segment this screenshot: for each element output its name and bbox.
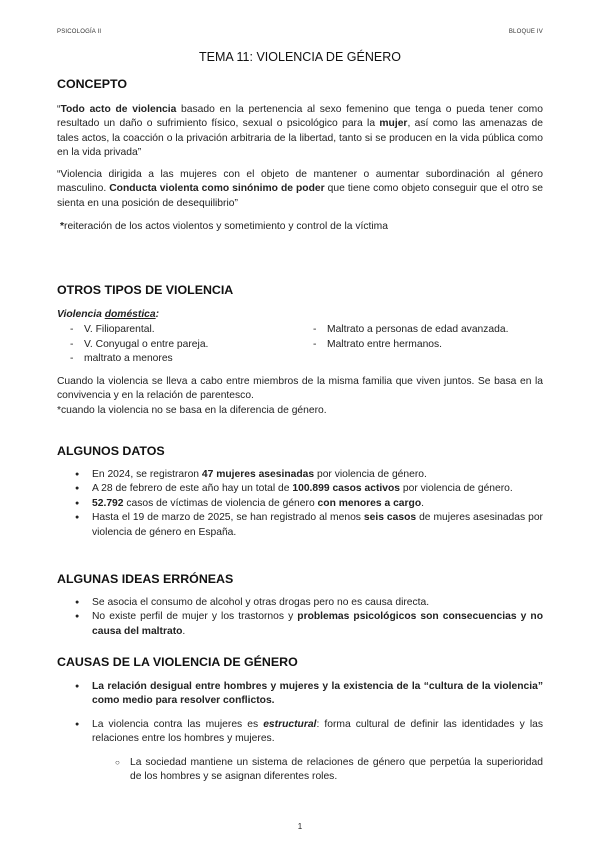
- list-item: - maltrato a menores: [69, 352, 312, 367]
- list-item: ● A 28 de febrero de este año hay un total de 100.899 casos activos por violencia de género.: [57, 482, 543, 497]
- list-item: ● En 2024, se registraron 47 mujeres asesinadas por violencia de género.: [57, 468, 543, 483]
- list-item: - V. Filioparental.: [69, 323, 312, 338]
- section-heading: CAUSAS DE LA VIOLENCIA DE GÉNERO: [57, 655, 298, 669]
- definition-paragraph: “Violencia dirigida a las mujeres con el objeto de mantener o aumentar subordinación al género masculino. Conducta violenta como sinónimo de poder que tiene como objeto conseguir que el otro se sienta en una posición de desequilibrio”: [57, 168, 543, 209]
- violence-types-columns: [57, 323, 543, 367]
- list-item: ● 52.792 casos de víctimas de violencia de género con menores a cargo.: [57, 497, 543, 512]
- subheading: Violencia doméstica:: [57, 308, 160, 320]
- list-item: ● La relación desigual entre hombres y mujeres y la existencia de la “cultura de la violencia” como medio para resolver conflictos.: [57, 680, 543, 709]
- list-item: ○ La sociedad mantiene un sistema de relaciones de género que perpetúa la superioridad de los hombres y se asignan diferentes roles.: [57, 756, 543, 785]
- section-otros-tipos: [57, 283, 543, 418]
- note-paragraph: *cuando la violencia no se basa en la diferencia de género.: [57, 404, 327, 416]
- list-item: ● No existe perfil de mujer y los trastornos y problemas psicológicos son consecuencias y no causa del maltrato.: [57, 610, 543, 639]
- page-number: 1: [297, 822, 303, 831]
- document-title: TEMA 11: VIOLENCIA DE GÉNERO: [199, 50, 401, 64]
- section-heading: CONCEPTO: [57, 77, 127, 91]
- header-block: BLOQUE IV: [508, 29, 543, 35]
- section-ideas-erroneas: [57, 572, 543, 639]
- section-causas: [57, 655, 543, 785]
- list-item: - Maltrato entre hermanos.: [312, 338, 543, 353]
- note-paragraph: *reiteración de los actos violentos y sometimiento y control de la víctima: [60, 221, 388, 232]
- section-concepto: [57, 77, 543, 235]
- list-item: - V. Conyugal o entre pareja.: [69, 338, 312, 353]
- header-subject: PSICOLOGÍA II: [57, 29, 102, 35]
- section-datos: [57, 444, 543, 540]
- section-heading: ALGUNOS DATOS: [57, 444, 165, 458]
- data-list: [57, 468, 543, 541]
- causes-sublist: [57, 756, 543, 785]
- list-item: - Maltrato a personas de edad avanzada.: [312, 323, 543, 338]
- section-heading: ALGUNAS IDEAS ERRÓNEAS: [57, 572, 234, 586]
- definition-paragraph: “Todo acto de violencia basado en la pertenencia al sexo femenino que tenga o pueda tener como resultado un daño o sufrimiento físico, sexual o psicológico para la mujer, así como las amenazas de tales actos, la coacción o la privación arbitraria de la libertad, tanto si se producen en la vida pública como en la vida privada”: [57, 103, 543, 158]
- violence-types-right: [312, 323, 543, 367]
- list-item: ● Se asocia el consumo de alcohol y otras drogas pero no es causa directa.: [57, 596, 543, 611]
- causes-list: [57, 680, 543, 747]
- ideas-list: [57, 596, 543, 640]
- violence-types-left: [57, 323, 312, 367]
- list-item: ● La violencia contra las mujeres es estructural: forma cultural de definir las identidades y las relaciones entre los hombres y mujeres.: [57, 718, 543, 747]
- paragraph: Cuando la violencia se lleva a cabo entre miembros de la misma familia que viven juntos. Se basa en la convivencia y en la relación de parentesco.: [57, 375, 543, 401]
- section-heading: OTROS TIPOS DE VIOLENCIA: [57, 283, 234, 297]
- list-item: ● Hasta el 19 de marzo de 2025, se han registrado al menos seis casos de mujeres asesinadas por violencia de género en España.: [57, 511, 543, 540]
